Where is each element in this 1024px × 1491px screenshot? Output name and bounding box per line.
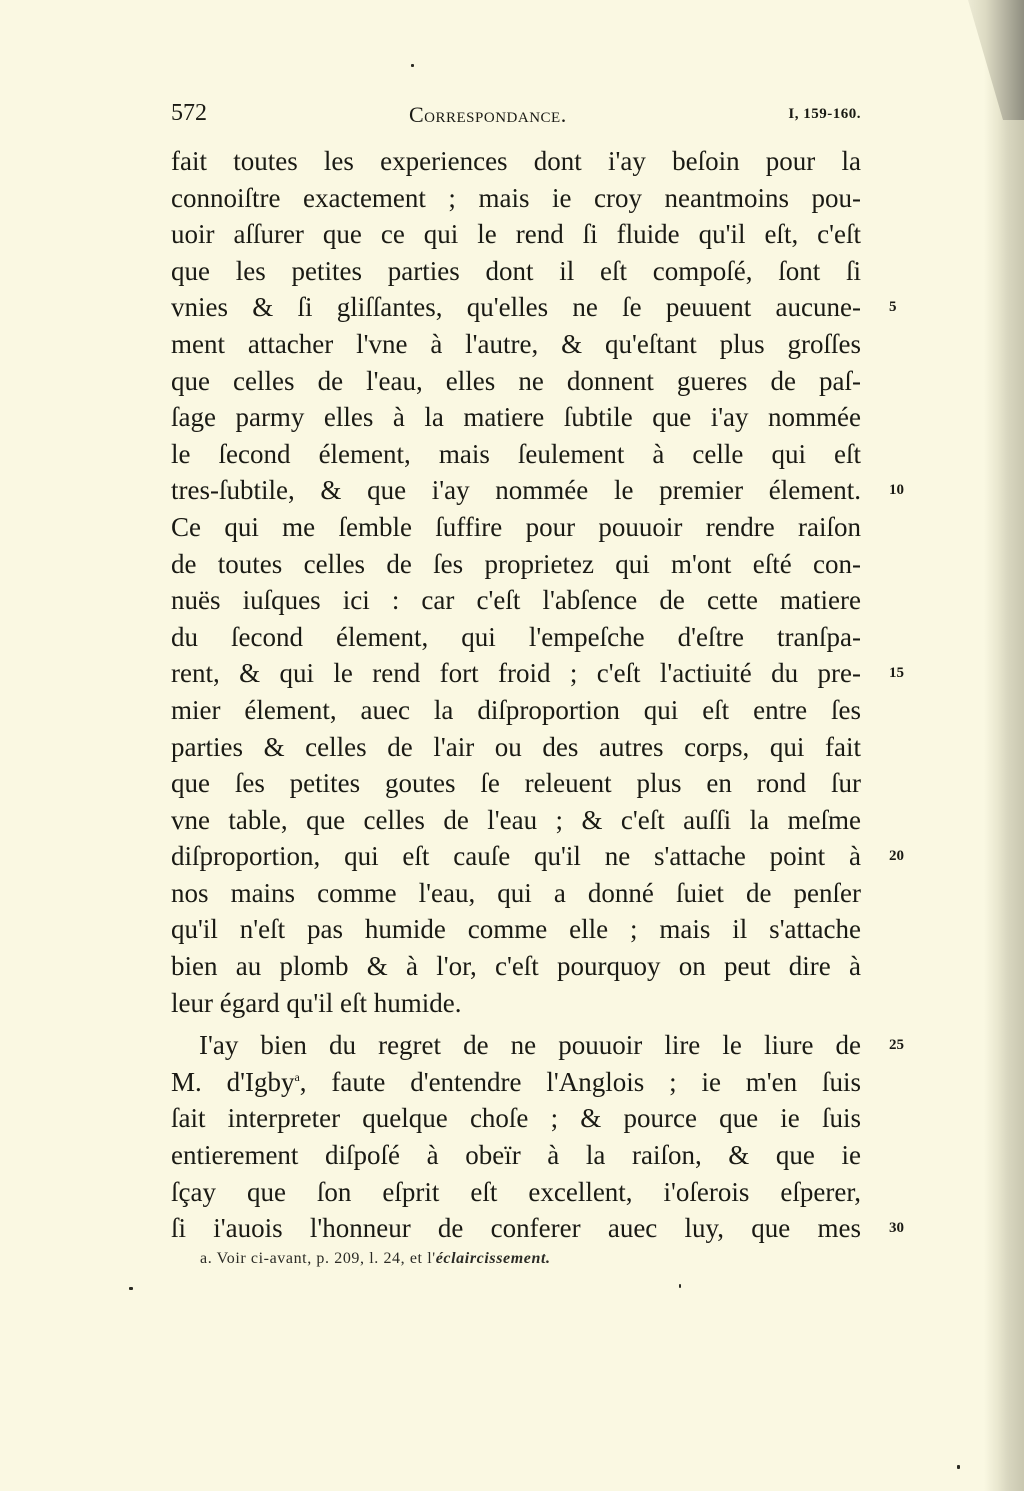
text-line: que ſes petites goutes ſe releuent plus en rond ſur	[171, 768, 861, 799]
stray-mark	[957, 1465, 960, 1469]
body-text	[171, 143, 904, 1247]
text-line: ſait interpreter quelque choſe ; & pource que ie ſuis	[171, 1103, 861, 1134]
text-line: bien au plomb & à l'or, c'eſt pourquoy on peut dire à	[171, 951, 861, 982]
footnote-reference[interactable]: a	[294, 1069, 300, 1084]
text-line: I'ay bien du regret de ne pouuoir lire le liure de 25	[171, 1027, 861, 1064]
text-line: ſi i'auois l'honneur de conferer auec luy, que mes 30	[171, 1210, 861, 1247]
line-number: 10	[889, 482, 904, 499]
text-line: qu'il n'eſt pas humide comme elle ; mais il s'attache	[171, 914, 861, 945]
text-line: vnies & ſi gliſſantes, qu'elles ne ſe peuuent aucune- 5	[171, 289, 861, 326]
text-line: fait toutes les experiences dont i'ay beſoin pour la	[171, 146, 861, 176]
stray-mark	[679, 1284, 681, 1288]
page-number: 572	[171, 100, 207, 126]
text-line: connoiſtre exactement ; mais ie croy neantmoins pou-	[171, 182, 861, 213]
text-line: tres-ſubtile, & que i'ay nommée le premier élement. 10	[171, 472, 861, 509]
running-title: Correspondance.	[409, 102, 567, 127]
volume-page-reference: I, 159-160.	[788, 106, 861, 122]
text-line: nos mains comme l'eau, qui a donné ſuiet de penſer	[171, 877, 861, 908]
text-line: rent, & qui le rend fort froid ; c'eſt l'actiuité du pre- 15	[171, 655, 861, 692]
text-line: vne table, que celles de l'eau ; & c'eſt auſſi la meſme	[171, 804, 861, 835]
text-line: diſproportion, qui eſt cauſe qu'il ne s'attache point à 20	[171, 838, 861, 875]
page-edge-shadow	[984, 0, 1024, 1491]
text-line: Ce qui me ſemble ſuffire pour pouuoir rendre raiſon	[171, 511, 861, 542]
text-line: du ſecond élement, qui l'empeſche d'eſtre tranſpa-	[171, 621, 861, 652]
text-line: que les petites parties dont il eſt compoſé, ſont ſi	[171, 255, 861, 286]
text-line: entierement diſpoſé à obeïr à la raiſon, & que ie	[171, 1140, 861, 1171]
text-line: uoir aſſurer que ce qui le rend ſi fluide qu'il eſt, c'eſt	[171, 219, 861, 250]
footnote-marker: a.	[200, 1250, 213, 1267]
footnote-emphasis: éclaircissement.	[435, 1250, 551, 1267]
page-header	[171, 100, 861, 130]
text-line: parties & celles de l'air ou des autres corps, qui fait	[171, 731, 861, 762]
line-number: 20	[889, 848, 904, 865]
text-line: nuës iuſques ici : car c'eſt l'abſence de cette matiere	[171, 585, 861, 616]
text-line: de toutes celles de ſes proprietez qui m'ont eſté con-	[171, 548, 861, 579]
line-number: 25	[889, 1037, 904, 1054]
text-line: mier élement, auec la diſproportion qui eſt entre ſes	[171, 694, 861, 725]
text-line: M. d'Igby$^a$, faute d'entendre l'Anglois ; ie m'en ſuis	[171, 1066, 861, 1097]
text-line: le ſecond élement, mais ſeulement à celle qui eſt	[171, 438, 861, 469]
footnote	[200, 1250, 551, 1268]
text-line: ſçay que ſon eſprit eſt excellent, i'oſerois eſperer,	[171, 1176, 861, 1207]
line-number: 30	[889, 1220, 904, 1237]
text-line: ſage parmy elles à la matiere ſubtile que i'ay nommée	[171, 402, 861, 433]
line-number: 15	[889, 665, 904, 682]
line-number: 5	[889, 299, 897, 316]
text-line: ment attacher l'vne à l'autre, & qu'eſtant plus groſſes	[171, 328, 861, 359]
stray-mark	[129, 1287, 133, 1290]
text-line: leur égard qu'il eſt humide.	[171, 987, 462, 1018]
footnote-text: Voir ci-avant, p. 209, l. 24, et l'	[216, 1250, 436, 1267]
stray-mark	[411, 64, 414, 67]
text-line: que celles de l'eau, elles ne donnent gueres de paſ-	[171, 365, 861, 396]
